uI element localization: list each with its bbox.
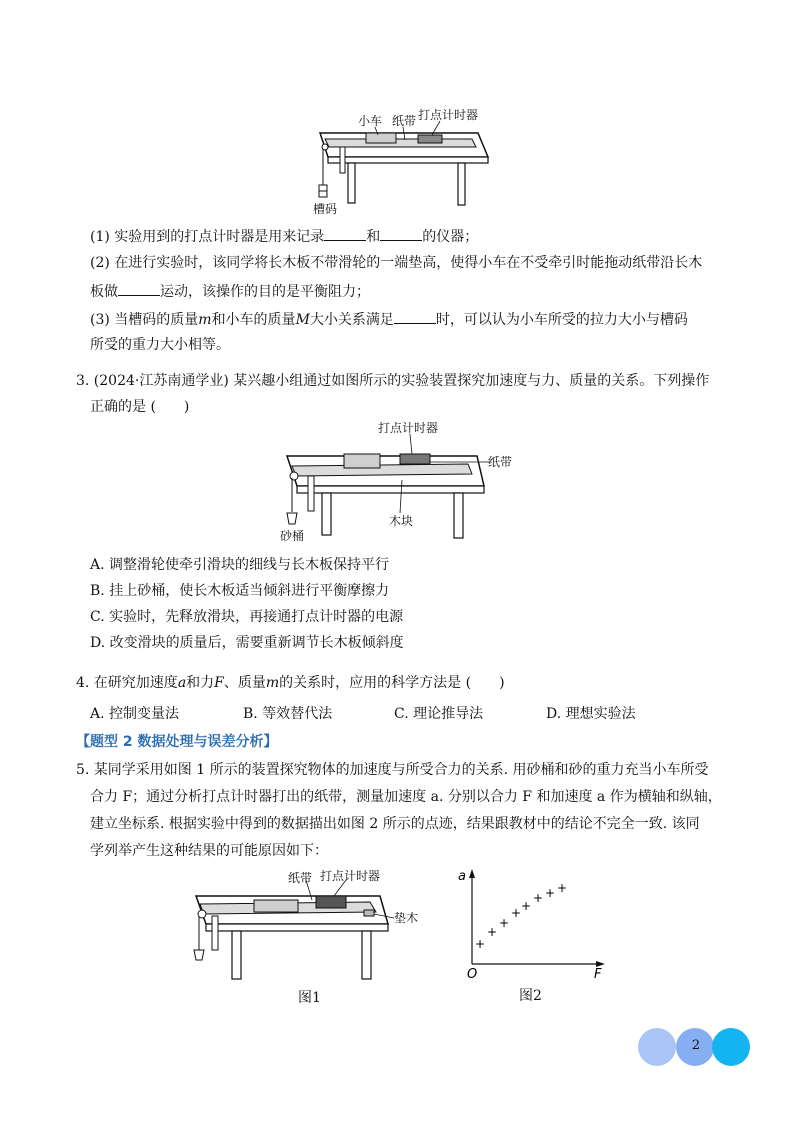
data-point-marker: +	[520, 899, 532, 913]
q4-option-c: C. 理论推导法	[394, 706, 484, 722]
x-axis-label: F	[594, 967, 602, 982]
q4-stem: 4. 在研究加速度a和力F、质量m的关系时，应用的科学方法是 ( )	[76, 675, 505, 691]
q5-line1: 5. 某同学采用如图 1 所示的装置探究物体的加速度与所受合力的关系. 用砂桶和砂的重力充当小车所受	[76, 762, 709, 778]
q3-option-b: B. 挂上砂桶，使长木板适当倾斜进行平衡摩擦力	[90, 583, 390, 599]
figure-1-caption: 图1	[298, 990, 321, 1006]
data-points	[475, 881, 567, 951]
q3-stem-line1: 3. (2024·江苏南通学业) 某兴趣小组通过如图所示的实验装置探究加速度与力、质量的关系。下列操作	[76, 373, 710, 389]
page-badge-circle-left	[638, 1028, 676, 1066]
q2-part1: (1) 实验用到的打点计时器是用来记录 和 的仪器；	[90, 226, 478, 247]
a-F-plot-figure-2	[452, 866, 612, 982]
label-tape: 纸带	[392, 114, 417, 128]
apparatus-figure-top	[300, 105, 500, 220]
q2-part2-line1: (2) 在进行实验时，该同学将长木板不带滑轮的一端垫高，使得小车在不受牵引时能拖动纸带沿长木	[90, 255, 703, 271]
data-point-marker: +	[544, 886, 556, 900]
q4-option-b: B. 等效替代法	[243, 706, 333, 722]
label-timer-q3: 打点计时器	[378, 421, 439, 435]
label-tape-q3: 纸带	[488, 455, 512, 469]
data-point-marker: +	[474, 937, 486, 951]
q2-part3-line1: (3) 当槽码的质量m和小车的质量M大小关系满足 时，可以认为小车所受的拉力大小与槽码	[90, 309, 688, 330]
label-cart: 小车	[358, 114, 383, 128]
y-axis-label: a	[458, 869, 466, 884]
label-block-q3: 木块	[389, 514, 414, 528]
q5-line2: 合力 F；通过分析打点计时器打出的纸带，测量加速度 a. 分别以合力 F 和加速度 a 作为横轴和纵轴，	[90, 789, 722, 805]
page-number: 2	[691, 1038, 701, 1053]
label-sand-bucket-q3: 砂桶	[280, 529, 305, 543]
label-timer: 打点计时器	[418, 108, 479, 122]
label-shim-fig1: 垫木	[394, 911, 419, 925]
q4-option-a: A. 控制变量法	[90, 706, 180, 722]
q2-part3-line2: 所受的重力大小相等。	[90, 337, 230, 353]
q3-option-d: D. 改变滑块的质量后，需要重新调节长木板倾斜度	[90, 635, 404, 651]
label-timer-fig1: 打点计时器	[320, 869, 381, 883]
q3-stem-line2: 正确的是 ( )	[90, 399, 190, 415]
q3-option-c: C. 实验时，先释放滑块，再接通打点计时器的电源	[90, 609, 404, 625]
q5-line4: 学列举产生这种结果的可能原因如下：	[90, 843, 328, 859]
label-tape-fig1: 纸带	[288, 871, 313, 885]
apparatus-figure-1	[188, 862, 448, 987]
q2-part2-line2: 板做 运动，该操作的目的是平衡阻力；	[90, 281, 370, 302]
figure-2-caption: 图2	[519, 988, 542, 1004]
page-badge-circle-right	[712, 1028, 750, 1066]
data-point-marker: +	[486, 925, 498, 939]
data-point-marker: +	[510, 906, 522, 920]
q5-line3: 建立坐标系. 根据实验中得到的数据描出如图 2 所示的点迹，结果跟教材中的结论不完全一致. 该同	[90, 816, 700, 832]
q3-option-a: A. 调整滑轮使牵引滑块的细线与长木板保持平行	[90, 557, 390, 573]
apparatus-figure-q3	[272, 418, 512, 546]
data-point-marker: +	[556, 881, 568, 895]
section-title: 【题型 2 数据处理与误差分析】	[76, 734, 278, 750]
label-hook-weights: 槽码	[313, 202, 338, 216]
data-point-marker: +	[498, 916, 510, 930]
q4-option-d: D. 理想实验法	[546, 706, 636, 722]
data-point-marker: +	[532, 891, 544, 905]
origin-label: O	[467, 967, 478, 982]
